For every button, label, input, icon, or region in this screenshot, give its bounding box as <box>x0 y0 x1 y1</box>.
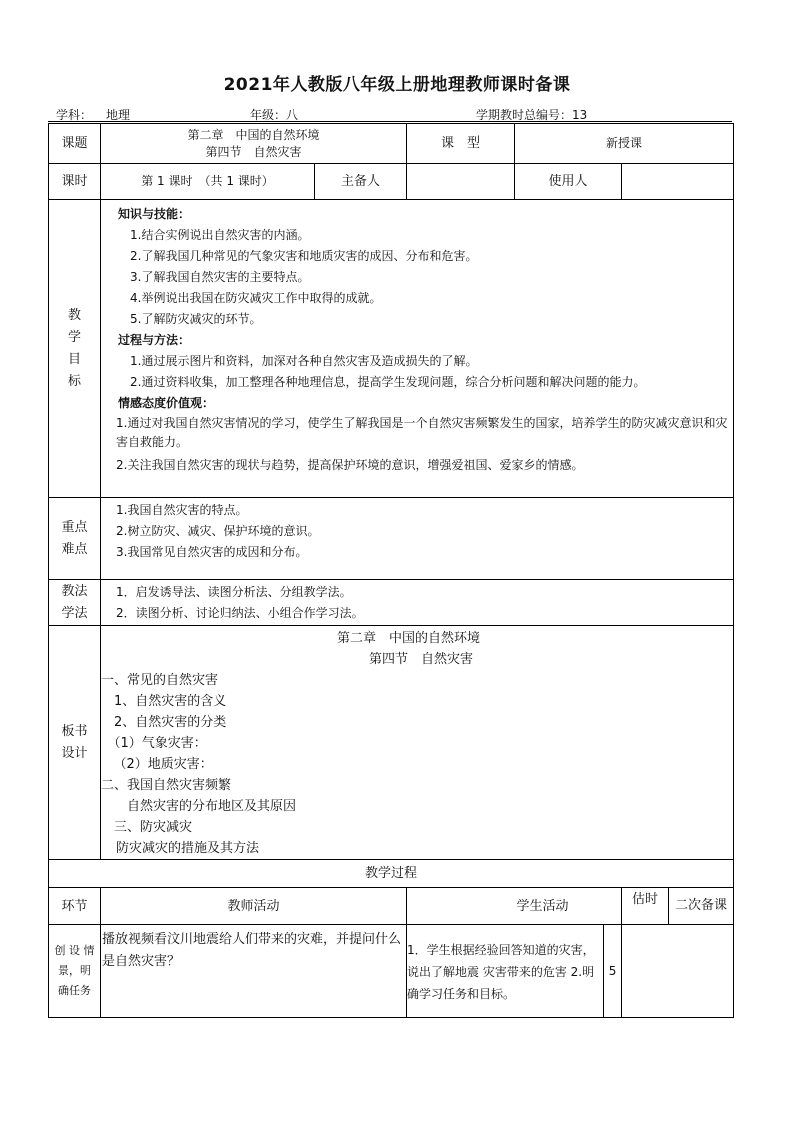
topic-label: 课题 <box>49 124 101 164</box>
process-header-teacher: 教师活动 <box>101 888 407 925</box>
process-row <box>49 925 734 1018</box>
board-design-label: 板书 设计 <box>49 626 101 860</box>
board-heading: 第四节 自然灾害 <box>369 652 474 667</box>
knowledge-item: 4.举例说出我国在防灾减灾工作中取得的成就。 <box>130 291 382 305</box>
board-line: 三、防灾减灾 <box>101 820 193 835</box>
process-header-tail <box>622 888 734 925</box>
board-line: 防灾减灾的措施及其方法 <box>103 841 260 856</box>
methods-label: 教法 学法 <box>49 580 101 626</box>
board-line: 二、我国自然灾害频繁 <box>101 778 232 793</box>
objectives-content <box>101 200 734 498</box>
knowledge-item: 5.了解防灾减灾的环节。 <box>130 312 262 326</box>
key-points-row <box>49 498 734 580</box>
knowledge-heading: 知识与技能： <box>118 207 191 221</box>
method-item: 2．读图分析、讨论归纳法、小组合作学习法。 <box>116 605 364 620</box>
objectives-row <box>49 200 734 498</box>
attitude-heading: 情感态度价值观： <box>118 396 215 410</box>
period-value: 第 1 课时 （共 1 课时） <box>101 164 315 200</box>
document-title: 2021年人教版八年级上册地理教师课时备课 <box>223 75 571 95</box>
topic-row <box>49 124 734 164</box>
process-header-stage: 环节 <box>49 888 101 925</box>
knowledge-item: 1.结合实例说出自然灾害的内涵。 <box>130 228 310 242</box>
key-point-item: 1.我国自然灾害的特点。 <box>116 503 248 517</box>
key-points-content <box>101 498 734 580</box>
header-rule <box>48 121 732 122</box>
grade-field: 年级：八 <box>250 108 299 122</box>
process-second <box>622 925 734 1018</box>
board-line: 2、自然灾害的分类 <box>101 715 227 730</box>
process-student: 1．学生根据经验回答知道的灾害，说出了解地震 灾害带来的危害 2.明确学习任务和目标。 <box>407 925 604 1017</box>
user-label: 使用人 <box>515 164 622 200</box>
subject-value: 地理 <box>106 108 131 122</box>
user-value <box>622 164 734 200</box>
type-label: 课 型 <box>407 124 515 164</box>
process-header-row <box>49 888 734 925</box>
process-header-second: 二次备课 <box>675 898 728 913</box>
attitude-item: 2.关注我国自然灾害的现状与趋势，提高保护环境的意识，增强爱祖国、爱家乡的情感。 <box>116 458 584 472</box>
subject-label: 学科： <box>56 108 93 122</box>
board-design-content <box>101 626 734 860</box>
board-line: （2）地质灾害： <box>107 757 213 772</box>
period-row <box>49 164 734 200</box>
key-point-item: 2.树立防灾、减灾、保护环境的意识。 <box>116 524 320 538</box>
process-title: 教学过程 <box>49 860 734 888</box>
period-label: 课时 <box>49 164 101 200</box>
board-line: 1、自然灾害的含义 <box>101 694 227 709</box>
process-stage: 创 设 情 景，明 确任务 <box>49 925 101 1018</box>
type-value: 新授课 <box>515 124 734 164</box>
process-teacher: 播放视频看汶川地震给人们带来的灾难，并提问什么是自然灾害？ <box>101 925 407 1018</box>
topic-section: 第四节 自然灾害 <box>205 144 302 159</box>
objectives-label: 教 学 目 标 <box>49 200 101 498</box>
key-points-label: 重点 难点 <box>49 498 101 580</box>
topic-chapter: 第二章 中国的自然环境 <box>187 127 320 142</box>
process-header-time: 估时 <box>622 888 669 924</box>
preparer-label: 主备人 <box>315 164 407 200</box>
methods-row <box>49 580 734 626</box>
board-design-row <box>49 626 734 860</box>
lesson-plan-table <box>48 123 734 1018</box>
board-heading: 第二章 中国的自然环境 <box>337 631 481 646</box>
process-item: 1.通过展示图片和资料，加深对各种自然灾害及造成损失的了解。 <box>130 354 478 368</box>
topic-cell <box>101 124 407 164</box>
board-line: （1）气象灾害： <box>101 736 207 751</box>
knowledge-item: 2.了解我国几种常见的气象灾害和地质灾害的成因、分布和危害。 <box>130 249 478 263</box>
preparer-value <box>407 164 515 200</box>
key-point-item: 3.我国常见自然灾害的成因和分布。 <box>116 545 308 559</box>
process-time: 5 <box>608 964 617 978</box>
process-title-row <box>49 860 734 888</box>
process-student-cell <box>407 925 622 1018</box>
board-line: 自然灾害的分布地区及其原因 <box>101 799 297 814</box>
process-item: 2.通过资料收集，加工整理各种地理信息，提高学生发现问题，综合分析问题和解决问题的能力。 <box>130 375 646 389</box>
attitude-item: 1.通过对我国自然灾害情况的学习，使学生了解我国是一个自然灾害频繁发生的国家，培养学生的防灾减灾意识和灾害自救能力。 <box>116 416 728 449</box>
methods-content <box>101 580 734 626</box>
knowledge-item: 3.了解我国自然灾害的主要特点。 <box>130 270 310 284</box>
serial-number: 学期教时总编号：13 <box>476 108 588 122</box>
method-item: 1．启发诱导法、读图分析法、分组教学法。 <box>116 584 352 599</box>
board-line: 一、常见的自然灾害 <box>101 673 219 688</box>
process-header-student: 学生活动 <box>407 888 622 925</box>
process-heading: 过程与方法： <box>118 333 191 347</box>
